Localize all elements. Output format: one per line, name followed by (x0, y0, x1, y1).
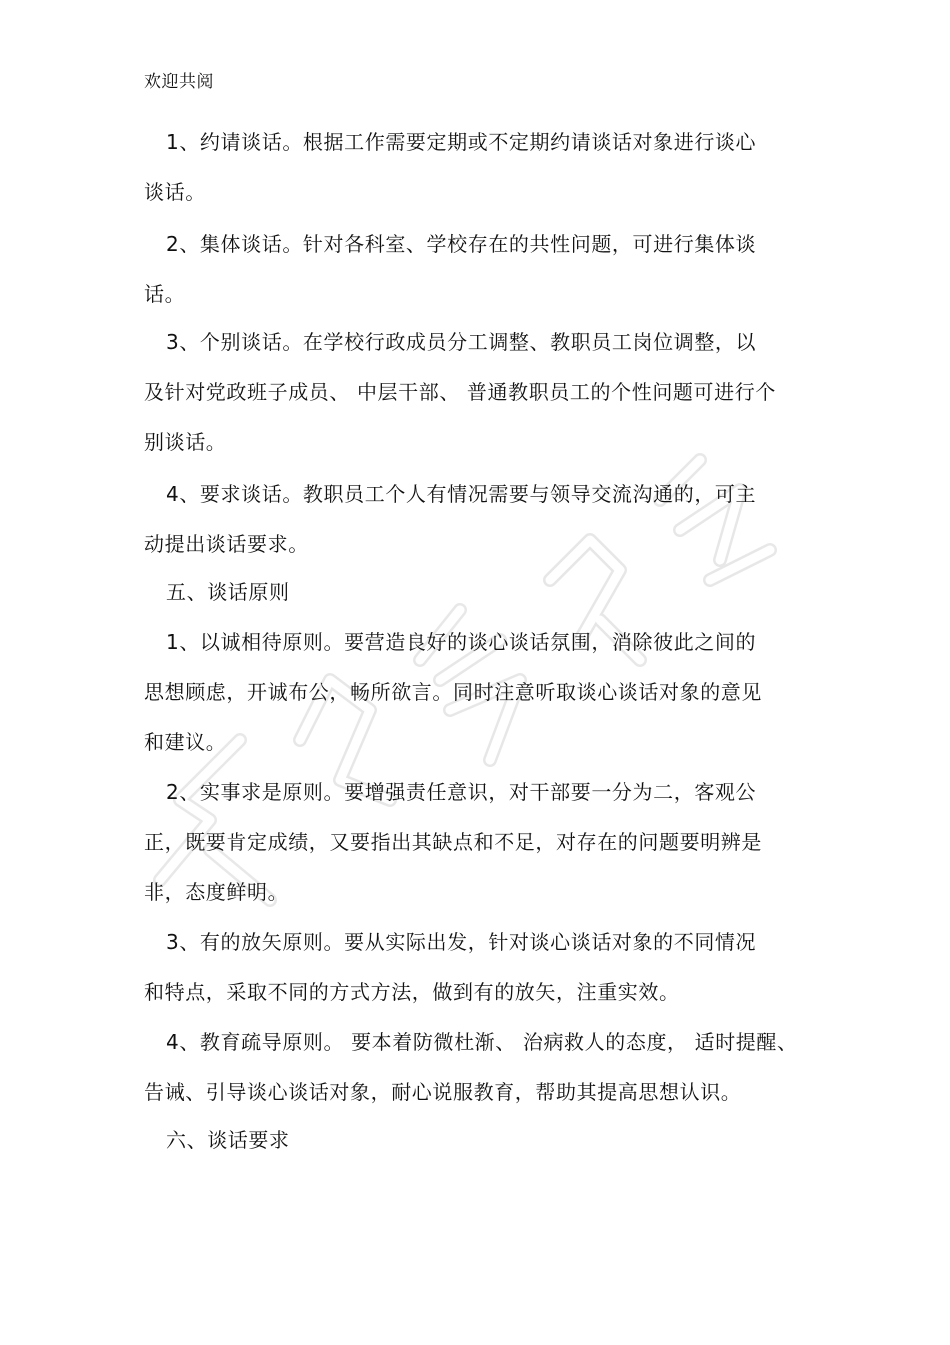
paragraph-line: 和建议。 (144, 730, 227, 754)
paragraph-line: 3、有的放矢原则。要从实际出发，针对谈心谈话对象的不同情况 (166, 930, 757, 954)
paragraph-line: 1、约请谈话。根据工作需要定期或不定期约请谈话对象进行谈心 (166, 130, 757, 154)
paragraph-line: 非，态度鲜明。 (144, 880, 289, 904)
paragraph-line: 正，既要肯定成绩，又要指出其缺点和不足，对存在的问题要明辨是 (144, 830, 762, 854)
paragraph-line: 告诫、引导谈心谈话对象，耐心说服教育，帮助其提高思想认识。 (144, 1080, 742, 1104)
page-header: 欢迎共阅 (144, 72, 214, 92)
paragraph-line: 动提出谈话要求。 (144, 532, 309, 556)
paragraph-line: 别谈话。 (144, 430, 227, 454)
paragraph-line: 4、教育疏导原则。 要本着防微杜渐、 治病救人的态度， 适时提醒、 (166, 1030, 798, 1054)
paragraph-line: 2、实事求是原则。要增强责任意识，对干部要一分为二，客观公 (166, 780, 757, 804)
paragraph-line: 谈话。 (144, 180, 206, 204)
paragraph-line: 及针对党政班子成员、 中层干部、 普通教职员工的个性问题可进行个 (144, 380, 776, 404)
paragraph-line: 2、集体谈话。针对各科室、学校存在的共性问题，可进行集体谈 (166, 232, 757, 256)
paragraph-line: 4、要求谈话。教职员工个人有情况需要与领导交流沟通的，可主 (166, 482, 757, 506)
paragraph-line: 和特点，采取不同的方式方法，做到有的放矢，注重实效。 (144, 980, 680, 1004)
section-heading: 五、谈话原则 (166, 580, 290, 604)
paragraph-line: 话。 (144, 282, 186, 306)
section-heading: 六、谈话要求 (166, 1128, 290, 1152)
paragraph-line: 1、以诚相待原则。要营造良好的谈心谈话氛围，消除彼此之间的 (166, 630, 757, 654)
paragraph-line: 3、个别谈话。在学校行政成员分工调整、教职员工岗位调整，以 (166, 330, 757, 354)
paragraph-line: 思想顾虑，开诚布公，畅所欲言。同时注意听取谈心谈话对象的意见 (144, 680, 762, 704)
watermark-signature (120, 380, 820, 940)
